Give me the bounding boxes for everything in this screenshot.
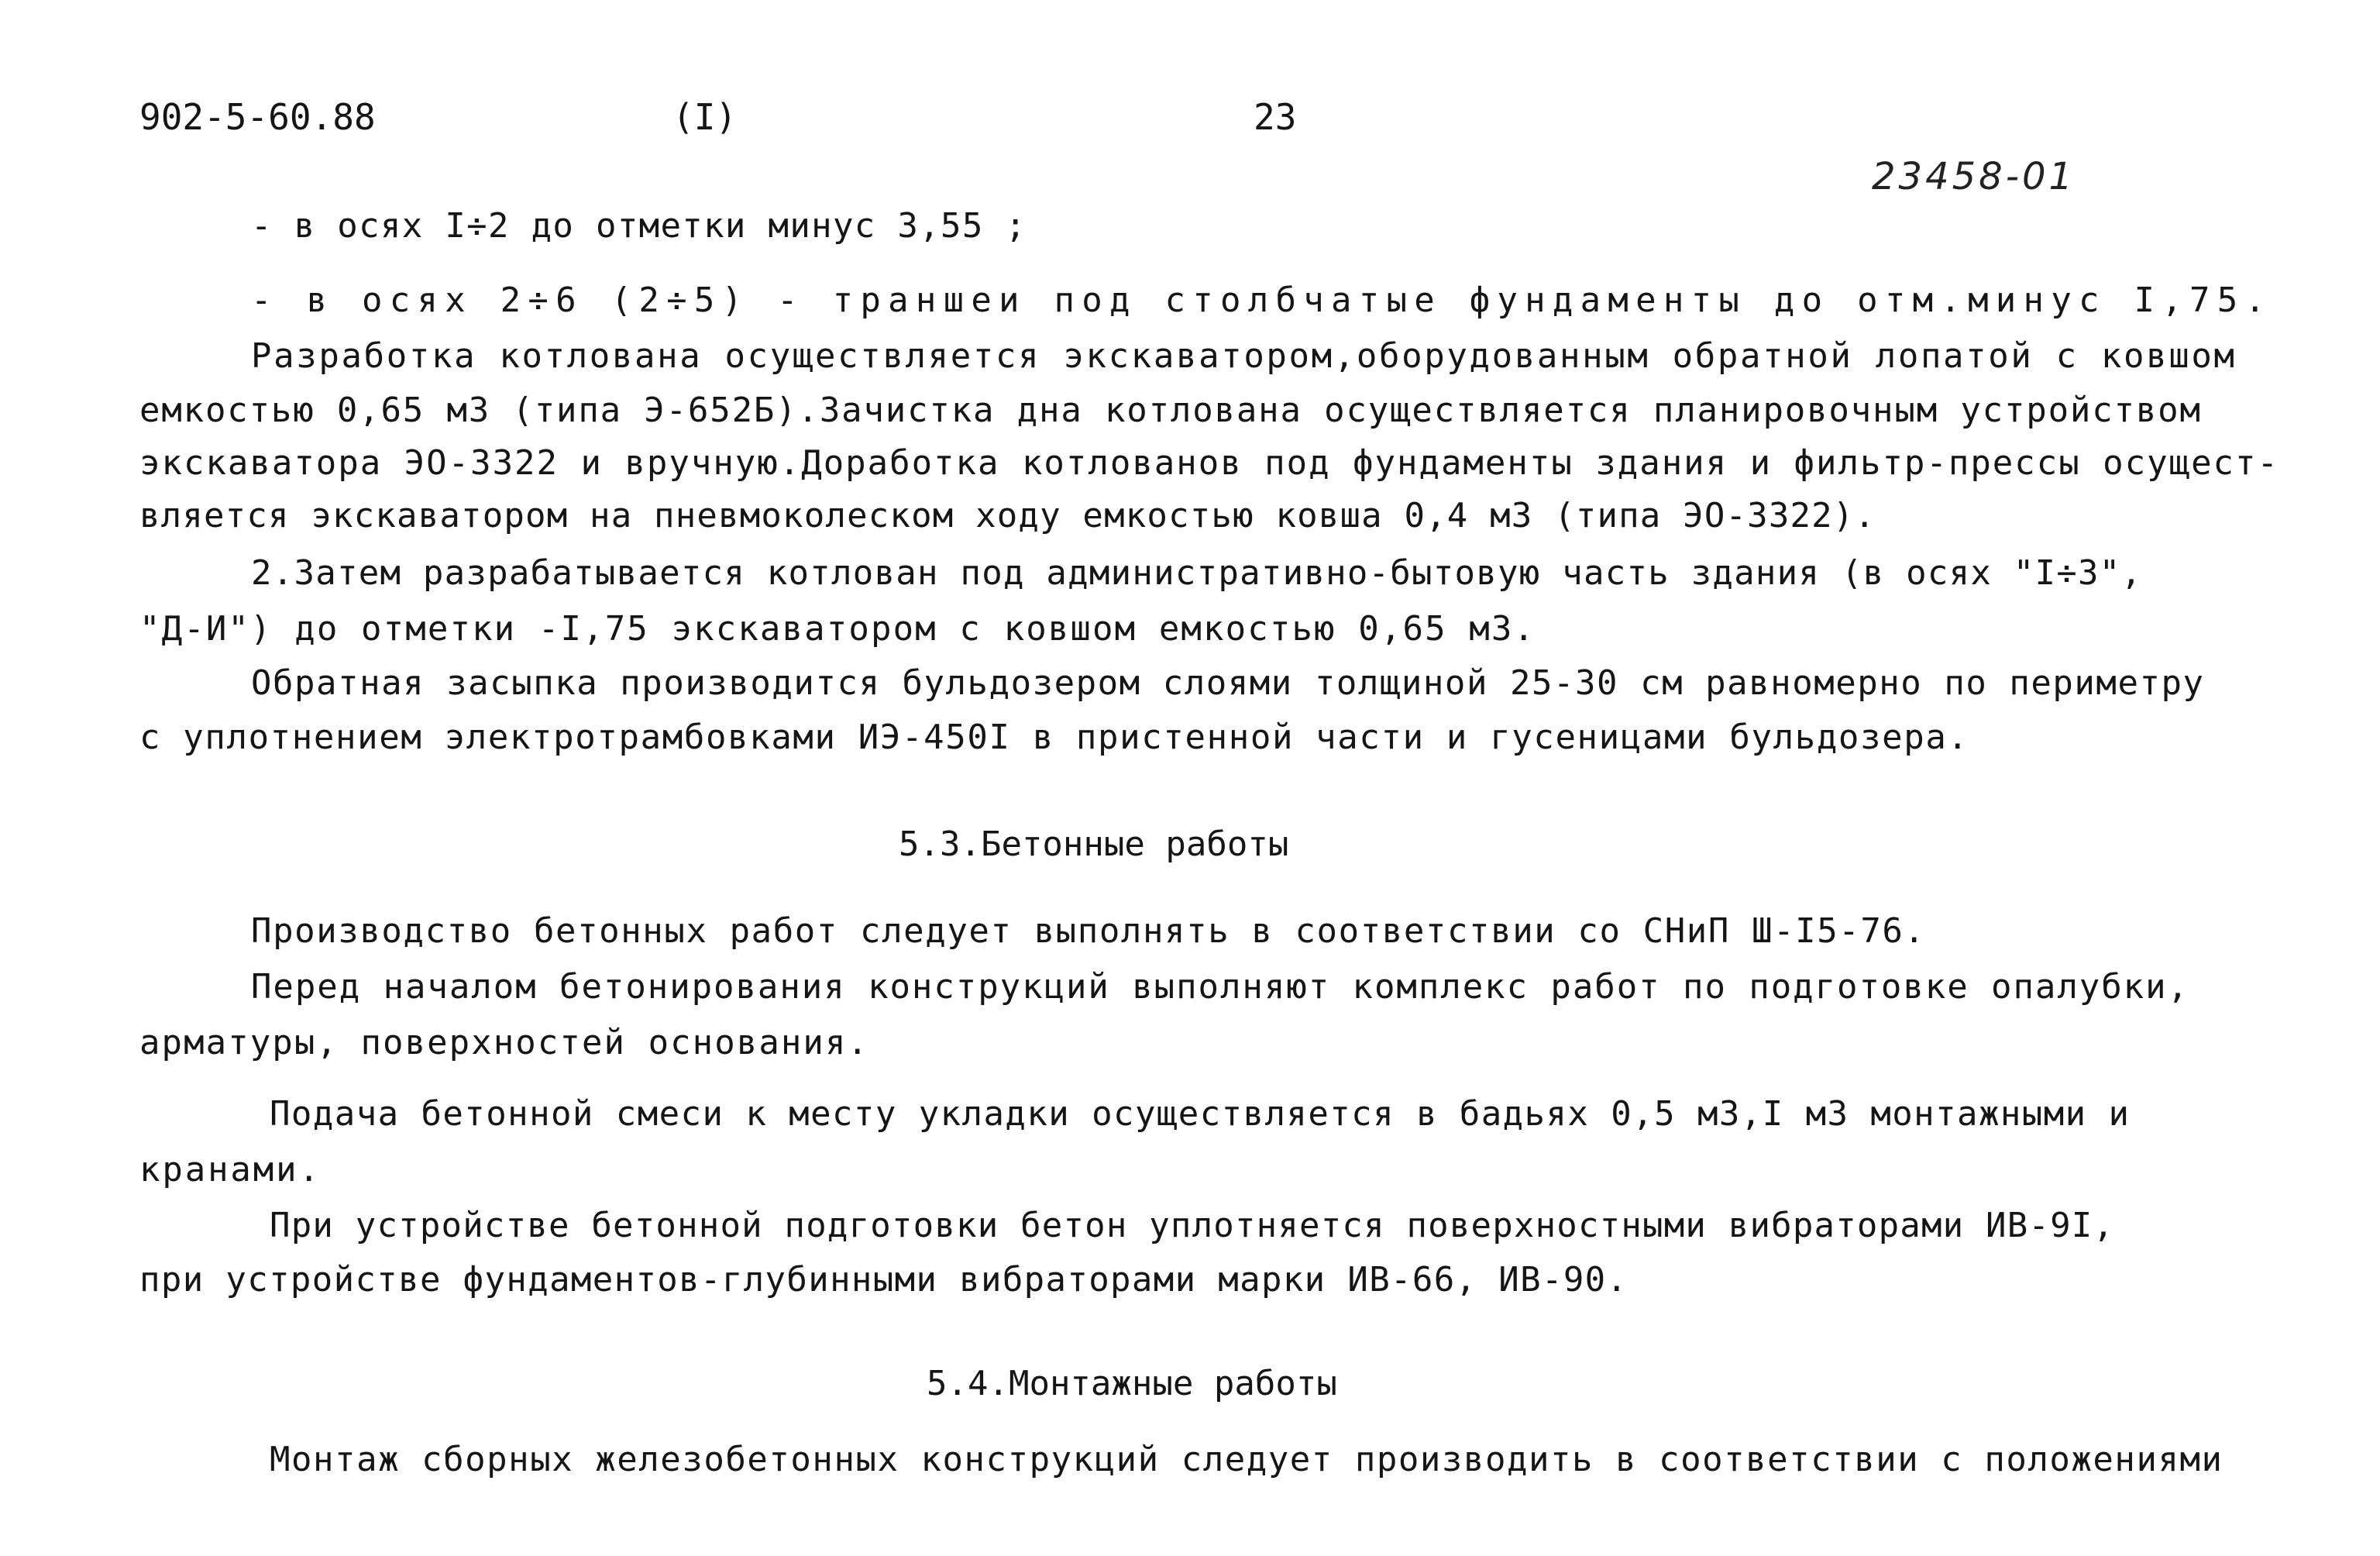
body-line: при устройстве фундаментов-глубинными вибраторами марки ИВ-66, ИВ-90.	[139, 1260, 1629, 1300]
body-line: Обратная засыпка производится бульдозером слоями толщиной 25-30 см равномерно по периметру	[251, 663, 2205, 703]
body-line: - в осях I÷2 до отметки минус 3,55 ;	[251, 206, 1027, 246]
document-code: 902-5-60.88	[139, 96, 376, 138]
section-heading-5-3: 5.3.Бетонные работы	[899, 824, 1289, 864]
body-line: вляется экскаватором на пневмоколеском ходу емкостью ковша 0,4 м3 (типа ЭО-3322).	[139, 496, 1876, 535]
body-line: Монтаж сборных железобетонных конструкций следует производить в соответствии с положениями	[270, 1440, 2224, 1479]
body-line: - в осях 2÷6 (2÷5) - траншеи под столбчатые фундаменты до отм.минус I,75.	[251, 281, 2273, 320]
body-line: "Д-И") до отметки -I,75 экскаватором с ковшом емкостью 0,65 м3.	[139, 609, 1536, 649]
page-number: 23	[1254, 96, 1297, 138]
section-heading-5-4: 5.4.Монтажные работы	[927, 1364, 1337, 1403]
body-line: При устройстве бетонной подготовки бетон уплотняется поверхностными вибраторами ИВ-9I,	[270, 1206, 2115, 1245]
body-line: с уплотнением электротрамбовками ИЭ-450I в пристенной части и гусеницами бульдозера.	[139, 718, 1969, 757]
sheet-mark: (I)	[672, 96, 738, 138]
body-line: арматуры, поверхностей основания.	[139, 1023, 870, 1062]
body-line: Разработка котлована осуществляется экскаватором,оборудованным обратной лопатой с ковшом	[251, 336, 2237, 376]
body-line: 2.Затем разрабатывается котлован под административно-бытовую часть здания (в осях "I÷3",	[251, 553, 2143, 593]
body-line: экскаватора ЭО-3322 и вручную.Доработка котлованов под фундаменты здания и фильтр-прессы осущест-	[139, 443, 2279, 483]
handwritten-archive-number: 23458-01	[1872, 155, 2076, 198]
body-line: Производство бетонных работ следует выполнять в соответствии со СНиП Ш-I5-76.	[251, 911, 1926, 951]
body-line: емкостью 0,65 м3 (типа Э-652Б).Зачистка дна котлована осуществляется планировочным устройством	[139, 391, 2202, 430]
body-line: Подача бетонной смеси к месту укладки осуществляется в бадьях 0,5 м3,I м3 монтажными и	[270, 1094, 2131, 1134]
body-line: кранами.	[139, 1150, 322, 1189]
body-line: Перед началом бетонирования конструкций выполняют комплекс работ по подготовке опалубки,	[251, 967, 2189, 1007]
